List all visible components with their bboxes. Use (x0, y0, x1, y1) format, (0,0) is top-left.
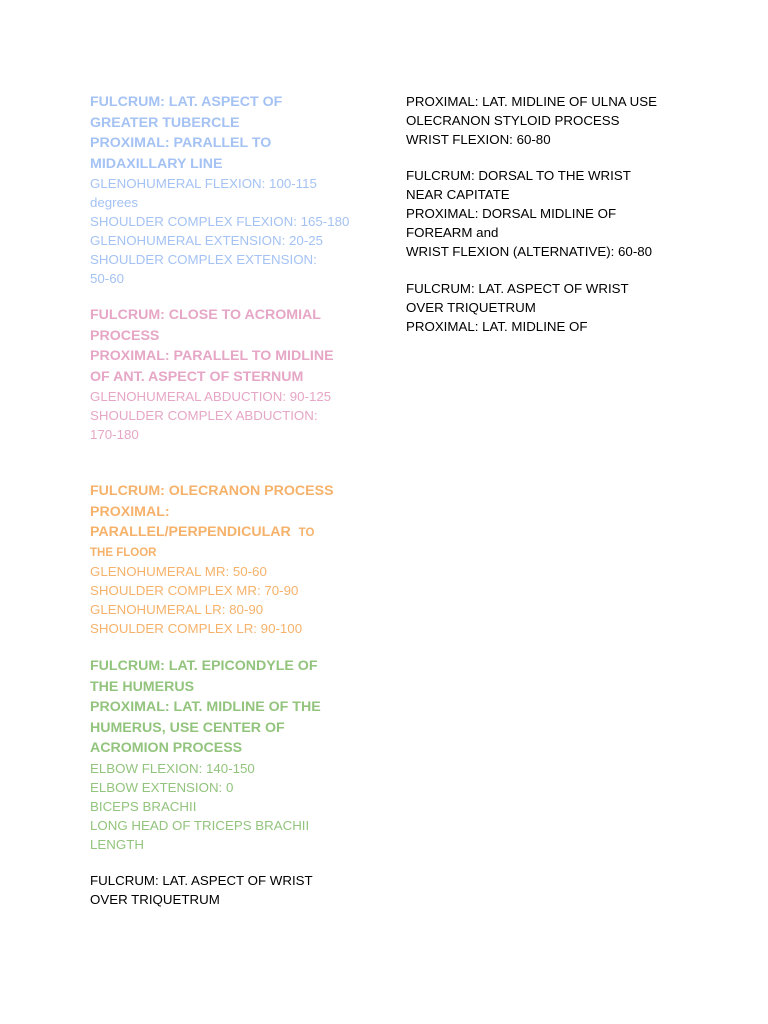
measurement-line: SHOULDER COMPLEX FLEXION: 165-180 (90, 214, 350, 229)
text-line: FULCRUM: LAT. ASPECT OF WRIST (90, 873, 313, 888)
measurement-line: ELBOW EXTENSION: 0 (90, 779, 234, 795)
text-line: NEAR CAPITATE (406, 187, 510, 202)
text-line: WRIST FLEXION: 60-80 (406, 132, 551, 147)
section-heading-line: THE FLOOR (90, 546, 157, 559)
measurement-line: SHOULDER COMPLEX EXTENSION: (90, 252, 317, 267)
section-heading-line: FULCRUM: CLOSE TO ACROMIAL (90, 307, 321, 323)
wrist-flexion-alt-section (406, 166, 706, 261)
text-line: FOREARM and (406, 225, 499, 240)
measurement-line: GLENOHUMERAL ABDUCTION: 90-125 (90, 389, 332, 404)
shoulder-abduction-section (90, 305, 375, 444)
text-line: PROXIMAL: DORSAL MIDLINE OF (406, 206, 617, 221)
section-heading-line: PROXIMAL: (90, 503, 170, 520)
section-heading-line: FULCRUM: OLECRANON PROCESS (90, 483, 334, 499)
section-heading-line: PROXIMAL: PARALLEL TO MIDLINE (90, 348, 334, 364)
wrist-section (90, 871, 375, 909)
section-heading-line: GREATER TUBERCLE (90, 114, 240, 131)
section-heading-line: PROXIMAL: PARALLEL TO (90, 135, 272, 151)
measurement-line: GLENOHUMERAL MR: 50-60 (90, 563, 267, 579)
measurement-line: BICEPS BRACHII (90, 798, 197, 814)
text-line: FULCRUM: LAT. ASPECT OF WRIST (406, 281, 629, 296)
measurement-line: GLENOHUMERAL LR: 80-90 (90, 601, 264, 617)
elbow-section (90, 656, 375, 854)
text-line: OVER TRIQUETRUM (90, 892, 220, 907)
shoulder-flexion-section (90, 92, 375, 288)
text-line: FULCRUM: DORSAL TO THE WRIST (406, 168, 631, 183)
section-heading-line (90, 522, 375, 544)
measurement-line: degrees (90, 195, 139, 210)
section-heading-line: THE HUMERUS (90, 678, 195, 695)
text-line: OLECRANON STYLOID PROCESS (406, 113, 620, 128)
measurement-line: SHOULDER COMPLEX LR: 90-100 (90, 620, 303, 636)
section-heading-line: FULCRUM: LAT. ASPECT OF (90, 94, 283, 110)
section-heading-line: HUMERUS, USE CENTER OF (90, 719, 285, 736)
section-heading-line: MIDAXILLARY LINE (90, 155, 223, 172)
shoulder-rotation-section (90, 481, 375, 638)
measurement-line: 170-180 (90, 427, 139, 442)
wrist-flexion-section (406, 92, 706, 149)
section-heading-line: PROCESS (90, 327, 160, 344)
section-heading-line: PROXIMAL: LAT. MIDLINE OF THE (90, 699, 321, 715)
section-heading-line: ACROMION PROCESS (90, 740, 243, 756)
measurement-line: 50-60 (90, 271, 125, 286)
text-line: PROXIMAL: LAT. MIDLINE OF (406, 319, 588, 334)
measurement-line: SHOULDER COMPLEX MR: 70-90 (90, 582, 299, 598)
measurement-line: SHOULDER COMPLEX ABDUCTION: (90, 408, 318, 423)
measurement-line: LENGTH (90, 836, 144, 852)
measurement-line: ELBOW FLEXION: 140-150 (90, 760, 255, 776)
text-line: WRIST FLEXION (ALTERNATIVE): 60-80 (406, 244, 653, 259)
text-line: PROXIMAL: LAT. MIDLINE OF ULNA USE (406, 94, 657, 109)
section-heading-line: OF ANT. ASPECT OF STERNUM (90, 368, 304, 385)
measurement-line: GLENOHUMERAL EXTENSION: 20-25 (90, 233, 324, 248)
measurement-line: LONG HEAD OF TRICEPS BRACHII (90, 817, 310, 833)
text-line: OVER TRIQUETRUM (406, 300, 536, 315)
measurement-line: GLENOHUMERAL FLEXION: 100-115 (90, 176, 317, 191)
section-heading-fragment: TO (298, 527, 315, 539)
section-heading-line: FULCRUM: LAT. EPICONDYLE OF (90, 658, 318, 674)
section-heading-fragment: PARALLEL/PERPENDICULAR (90, 524, 291, 540)
wrist-lateral-section (406, 279, 706, 336)
